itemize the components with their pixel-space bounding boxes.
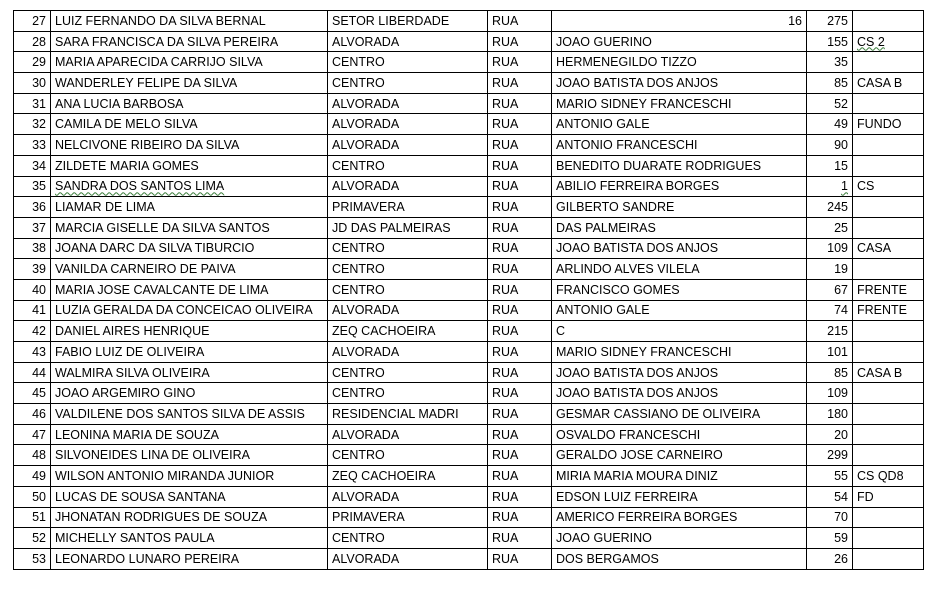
cell-street-type[interactable]: RUA <box>488 507 552 528</box>
cell-street[interactable]: DAS PALMEIRAS <box>552 217 807 238</box>
cell-house-number[interactable]: 35 <box>807 52 853 73</box>
cell-complement[interactable] <box>853 528 924 549</box>
cell-street[interactable]: BENEDITO DUARATE RODRIGUES <box>552 155 807 176</box>
cell-name[interactable]: ZILDETE MARIA GOMES <box>51 155 328 176</box>
cell-street-type[interactable]: RUA <box>488 31 552 52</box>
cell-name[interactable]: LUCAS DE SOUSA SANTANA <box>51 486 328 507</box>
cell-row-number[interactable]: 38 <box>14 238 51 259</box>
table-row <box>14 31 924 52</box>
cell-row-number[interactable]: 51 <box>14 507 51 528</box>
cell-house-number[interactable]: 19 <box>807 259 853 280</box>
cell-complement[interactable] <box>853 11 924 32</box>
cell-house-number[interactable]: 215 <box>807 321 853 342</box>
cell-house-number[interactable]: 55 <box>807 466 853 487</box>
cell-street-type[interactable]: RUA <box>488 217 552 238</box>
cell-row-number[interactable]: 27 <box>14 11 51 32</box>
cell-house-number[interactable]: 275 <box>807 11 853 32</box>
cell-street-type[interactable]: RUA <box>488 548 552 569</box>
cell-house-number[interactable]: 15 <box>807 155 853 176</box>
table-row <box>14 93 924 114</box>
table-row <box>14 197 924 218</box>
cell-complement[interactable]: FD <box>853 486 924 507</box>
cell-street-type[interactable]: RUA <box>488 279 552 300</box>
cell-street[interactable]: JOAO BATISTA DOS ANJOS <box>552 238 807 259</box>
cell-complement[interactable] <box>853 383 924 404</box>
cell-name[interactable]: SARA FRANCISCA DA SILVA PEREIRA <box>51 31 328 52</box>
cell-street[interactable]: ANTONIO FRANCESCHI <box>552 135 807 156</box>
cell-name[interactable]: WANDERLEY FELIPE DA SILVA <box>51 73 328 94</box>
cell-name[interactable]: ANA LUCIA BARBOSA <box>51 93 328 114</box>
cell-street-type[interactable]: RUA <box>488 321 552 342</box>
cell-row-number[interactable]: 49 <box>14 466 51 487</box>
cell-complement[interactable] <box>853 217 924 238</box>
cell-street-type[interactable]: RUA <box>488 155 552 176</box>
cell-name[interactable]: JOAO ARGEMIRO GINO <box>51 383 328 404</box>
spreadsheet-table <box>13 10 924 570</box>
cell-complement[interactable] <box>853 259 924 280</box>
cell-complement[interactable] <box>853 321 924 342</box>
cell-neighborhood[interactable]: RESIDENCIAL MADRI <box>328 404 488 425</box>
cell-neighborhood[interactable]: CENTRO <box>328 259 488 280</box>
cell-name[interactable]: LUIZ FERNANDO DA SILVA BERNAL <box>51 11 328 32</box>
cell-neighborhood[interactable]: ALVORADA <box>328 135 488 156</box>
cell-house-number[interactable]: 85 <box>807 362 853 383</box>
cell-name[interactable]: JHONATAN RODRIGUES DE SOUZA <box>51 507 328 528</box>
cell-neighborhood[interactable]: JD DAS PALMEIRAS <box>328 217 488 238</box>
table-row <box>14 445 924 466</box>
cell-name[interactable]: SANDRA DOS SANTOS LIMA <box>51 176 328 197</box>
cell-street-type[interactable]: RUA <box>488 445 552 466</box>
cell-house-number[interactable]: 70 <box>807 507 853 528</box>
cell-house-number[interactable]: 299 <box>807 445 853 466</box>
cell-row-number[interactable]: 41 <box>14 300 51 321</box>
table-row <box>14 11 924 32</box>
cell-street[interactable]: MIRIA MARIA MOURA DINIZ <box>552 466 807 487</box>
table-row <box>14 342 924 363</box>
cell-street-type[interactable]: RUA <box>488 486 552 507</box>
cell-name[interactable]: FABIO LUIZ DE OLIVEIRA <box>51 342 328 363</box>
table-row <box>14 238 924 259</box>
cell-neighborhood[interactable]: SETOR LIBERDADE <box>328 11 488 32</box>
cell-street[interactable]: MARIO SIDNEY FRANCESCHI <box>552 93 807 114</box>
cell-street-type[interactable]: RUA <box>488 114 552 135</box>
cell-row-number[interactable]: 37 <box>14 217 51 238</box>
table-row <box>14 155 924 176</box>
table-row <box>14 52 924 73</box>
cell-neighborhood[interactable]: PRIMAVERA <box>328 197 488 218</box>
cell-neighborhood[interactable]: CENTRO <box>328 383 488 404</box>
cell-street[interactable]: 16 <box>552 11 807 32</box>
cell-street[interactable]: JOAO BATISTA DOS ANJOS <box>552 362 807 383</box>
cell-street[interactable]: JOAO BATISTA DOS ANJOS <box>552 383 807 404</box>
cell-street[interactable]: HERMENEGILDO TIZZO <box>552 52 807 73</box>
cell-street-type[interactable]: RUA <box>488 383 552 404</box>
table-row <box>14 321 924 342</box>
cell-street[interactable]: JOAO BATISTA DOS ANJOS <box>552 73 807 94</box>
cell-neighborhood[interactable]: ALVORADA <box>328 93 488 114</box>
cell-name[interactable]: LEONARDO LUNARO PEREIRA <box>51 548 328 569</box>
cell-house-number[interactable]: 90 <box>807 135 853 156</box>
cell-neighborhood[interactable]: CENTRO <box>328 238 488 259</box>
cell-row-number[interactable]: 39 <box>14 259 51 280</box>
cell-row-number[interactable]: 28 <box>14 31 51 52</box>
cell-complement[interactable]: CS <box>853 176 924 197</box>
cell-complement[interactable]: FRENTE <box>853 300 924 321</box>
cell-complement[interactable]: CASA B <box>853 362 924 383</box>
cell-street-type[interactable]: RUA <box>488 362 552 383</box>
cell-row-number[interactable]: 42 <box>14 321 51 342</box>
cell-house-number[interactable]: 101 <box>807 342 853 363</box>
cell-complement[interactable]: CASA B <box>853 73 924 94</box>
cell-complement[interactable] <box>853 404 924 425</box>
cell-complement[interactable]: CS QD8 <box>853 466 924 487</box>
table-row <box>14 73 924 94</box>
cell-neighborhood[interactable]: ALVORADA <box>328 176 488 197</box>
cell-neighborhood[interactable]: CENTRO <box>328 279 488 300</box>
cell-neighborhood[interactable]: CENTRO <box>328 362 488 383</box>
cell-street[interactable]: JOAO GUERINO <box>552 31 807 52</box>
cell-name[interactable]: NELCIVONE RIBEIRO DA SILVA <box>51 135 328 156</box>
table-row <box>14 279 924 300</box>
cell-complement[interactable] <box>853 507 924 528</box>
cell-complement[interactable] <box>853 424 924 445</box>
cell-street[interactable]: OSVALDO FRANCESCHI <box>552 424 807 445</box>
cell-neighborhood[interactable]: ALVORADA <box>328 486 488 507</box>
cell-house-number[interactable]: 67 <box>807 279 853 300</box>
cell-street[interactable]: ABILIO FERREIRA BORGES <box>552 176 807 197</box>
cell-street-type[interactable]: RUA <box>488 93 552 114</box>
cell-row-number[interactable]: 50 <box>14 486 51 507</box>
cell-street[interactable]: ANTONIO GALE <box>552 114 807 135</box>
cell-row-number[interactable]: 44 <box>14 362 51 383</box>
table-row <box>14 135 924 156</box>
cell-street-type[interactable]: RUA <box>488 528 552 549</box>
cell-house-number[interactable]: 85 <box>807 73 853 94</box>
cell-house-number[interactable]: 52 <box>807 93 853 114</box>
table-row <box>14 383 924 404</box>
cell-street[interactable]: GILBERTO SANDRE <box>552 197 807 218</box>
cell-complement[interactable] <box>853 197 924 218</box>
table-row <box>14 259 924 280</box>
cell-row-number[interactable]: 43 <box>14 342 51 363</box>
cell-name[interactable]: MICHELLY SANTOS PAULA <box>51 528 328 549</box>
cell-neighborhood[interactable]: ALVORADA <box>328 300 488 321</box>
cell-neighborhood[interactable]: ALVORADA <box>328 342 488 363</box>
table-row <box>14 114 924 135</box>
cell-street[interactable]: MARIO SIDNEY FRANCESCHI <box>552 342 807 363</box>
cell-complement[interactable] <box>853 52 924 73</box>
table-body <box>14 11 924 570</box>
cell-street-type[interactable]: RUA <box>488 300 552 321</box>
cell-street-type[interactable]: RUA <box>488 197 552 218</box>
table-row <box>14 362 924 383</box>
cell-complement[interactable] <box>853 445 924 466</box>
cell-row-number[interactable]: 31 <box>14 93 51 114</box>
cell-street-type[interactable]: RUA <box>488 238 552 259</box>
cell-house-number[interactable]: 59 <box>807 528 853 549</box>
cell-street-type[interactable]: RUA <box>488 424 552 445</box>
cell-street[interactable]: EDSON LUIZ FERREIRA <box>552 486 807 507</box>
cell-street-type[interactable]: RUA <box>488 176 552 197</box>
cell-street-type[interactable]: RUA <box>488 135 552 156</box>
cell-row-number[interactable]: 33 <box>14 135 51 156</box>
cell-house-number[interactable]: 74 <box>807 300 853 321</box>
cell-street-type[interactable]: RUA <box>488 11 552 32</box>
cell-street-type[interactable]: RUA <box>488 259 552 280</box>
cell-complement[interactable] <box>853 548 924 569</box>
cell-street[interactable]: GERALDO JOSE CARNEIRO <box>552 445 807 466</box>
cell-neighborhood[interactable]: ALVORADA <box>328 424 488 445</box>
table-row <box>14 486 924 507</box>
table-row <box>14 424 924 445</box>
cell-name[interactable]: VANILDA CARNEIRO DE PAIVA <box>51 259 328 280</box>
cell-street[interactable]: GESMAR CASSIANO DE OLIVEIRA <box>552 404 807 425</box>
cell-row-number[interactable]: 35 <box>14 176 51 197</box>
cell-street[interactable]: ANTONIO GALE <box>552 300 807 321</box>
cell-row-number[interactable]: 29 <box>14 52 51 73</box>
cell-street-type[interactable]: RUA <box>488 342 552 363</box>
cell-complement[interactable] <box>853 342 924 363</box>
cell-name[interactable]: MARCIA GISELLE DA SILVA SANTOS <box>51 217 328 238</box>
cell-neighborhood[interactable]: ZEQ CACHOEIRA <box>328 466 488 487</box>
cell-house-number[interactable]: 109 <box>807 238 853 259</box>
cell-row-number[interactable]: 53 <box>14 548 51 569</box>
table-row <box>14 466 924 487</box>
cell-row-number[interactable]: 48 <box>14 445 51 466</box>
cell-house-number[interactable]: 20 <box>807 424 853 445</box>
cell-house-number[interactable]: 25 <box>807 217 853 238</box>
table-row <box>14 528 924 549</box>
cell-row-number[interactable]: 30 <box>14 73 51 94</box>
cell-complement[interactable] <box>853 135 924 156</box>
cell-neighborhood[interactable]: ALVORADA <box>328 114 488 135</box>
cell-row-number[interactable]: 32 <box>14 114 51 135</box>
cell-street-type[interactable]: RUA <box>488 73 552 94</box>
cell-street[interactable]: FRANCISCO GOMES <box>552 279 807 300</box>
cell-row-number[interactable]: 47 <box>14 424 51 445</box>
cell-name[interactable]: MARIA APARECIDA CARRIJO SILVA <box>51 52 328 73</box>
table-row <box>14 217 924 238</box>
cell-street[interactable]: C <box>552 321 807 342</box>
cell-street[interactable]: ARLINDO ALVES VILELA <box>552 259 807 280</box>
cell-house-number[interactable]: 1 <box>807 176 853 197</box>
cell-name[interactable]: LEONINA MARIA DE SOUZA <box>51 424 328 445</box>
cell-street-type[interactable]: RUA <box>488 52 552 73</box>
cell-name[interactable]: SILVONEIDES LINA DE OLIVEIRA <box>51 445 328 466</box>
cell-complement[interactable]: FRENTE <box>853 279 924 300</box>
cell-name[interactable]: VALDILENE DOS SANTOS SILVA DE ASSIS <box>51 404 328 425</box>
cell-street-type[interactable]: RUA <box>488 404 552 425</box>
cell-street[interactable]: JOAO GUERINO <box>552 528 807 549</box>
cell-name[interactable]: LUZIA GERALDA DA CONCEICAO OLIVEIRA <box>51 300 328 321</box>
cell-neighborhood[interactable]: CENTRO <box>328 73 488 94</box>
cell-house-number[interactable]: 49 <box>807 114 853 135</box>
table-row <box>14 404 924 425</box>
cell-complement[interactable]: FUNDO <box>853 114 924 135</box>
cell-name[interactable]: CAMILA DE MELO SILVA <box>51 114 328 135</box>
cell-neighborhood[interactable]: CENTRO <box>328 52 488 73</box>
cell-complement[interactable] <box>853 93 924 114</box>
table-row <box>14 176 924 197</box>
cell-street[interactable]: DOS BERGAMOS <box>552 548 807 569</box>
cell-name[interactable]: WILSON ANTONIO MIRANDA JUNIOR <box>51 466 328 487</box>
cell-neighborhood[interactable]: ALVORADA <box>328 548 488 569</box>
cell-neighborhood[interactable]: ALVORADA <box>328 31 488 52</box>
cell-street-type[interactable]: RUA <box>488 466 552 487</box>
cell-neighborhood[interactable]: ZEQ CACHOEIRA <box>328 321 488 342</box>
table-row <box>14 548 924 569</box>
cell-name[interactable]: DANIEL AIRES HENRIQUE <box>51 321 328 342</box>
cell-house-number[interactable]: 109 <box>807 383 853 404</box>
cell-neighborhood[interactable]: CENTRO <box>328 528 488 549</box>
cell-house-number[interactable]: 26 <box>807 548 853 569</box>
table-row <box>14 300 924 321</box>
cell-row-number[interactable]: 36 <box>14 197 51 218</box>
cell-name[interactable]: MARIA JOSE CAVALCANTE DE LIMA <box>51 279 328 300</box>
cell-name[interactable]: JOANA DARC DA SILVA TIBURCIO <box>51 238 328 259</box>
cell-street[interactable]: AMERICO FERREIRA BORGES <box>552 507 807 528</box>
cell-neighborhood[interactable]: CENTRO <box>328 155 488 176</box>
cell-house-number[interactable]: 155 <box>807 31 853 52</box>
cell-neighborhood[interactable]: CENTRO <box>328 445 488 466</box>
cell-row-number[interactable]: 45 <box>14 383 51 404</box>
cell-house-number[interactable]: 54 <box>807 486 853 507</box>
cell-name[interactable]: WALMIRA SILVA OLIVEIRA <box>51 362 328 383</box>
cell-row-number[interactable]: 40 <box>14 279 51 300</box>
cell-name[interactable]: LIAMAR DE LIMA <box>51 197 328 218</box>
cell-complement[interactable] <box>853 155 924 176</box>
cell-row-number[interactable]: 52 <box>14 528 51 549</box>
cell-complement[interactable]: CS 2 <box>853 31 924 52</box>
cell-complement[interactable]: CASA <box>853 238 924 259</box>
cell-house-number[interactable]: 245 <box>807 197 853 218</box>
cell-house-number[interactable]: 180 <box>807 404 853 425</box>
cell-row-number[interactable]: 46 <box>14 404 51 425</box>
cell-row-number[interactable]: 34 <box>14 155 51 176</box>
table-row <box>14 507 924 528</box>
cell-neighborhood[interactable]: PRIMAVERA <box>328 507 488 528</box>
